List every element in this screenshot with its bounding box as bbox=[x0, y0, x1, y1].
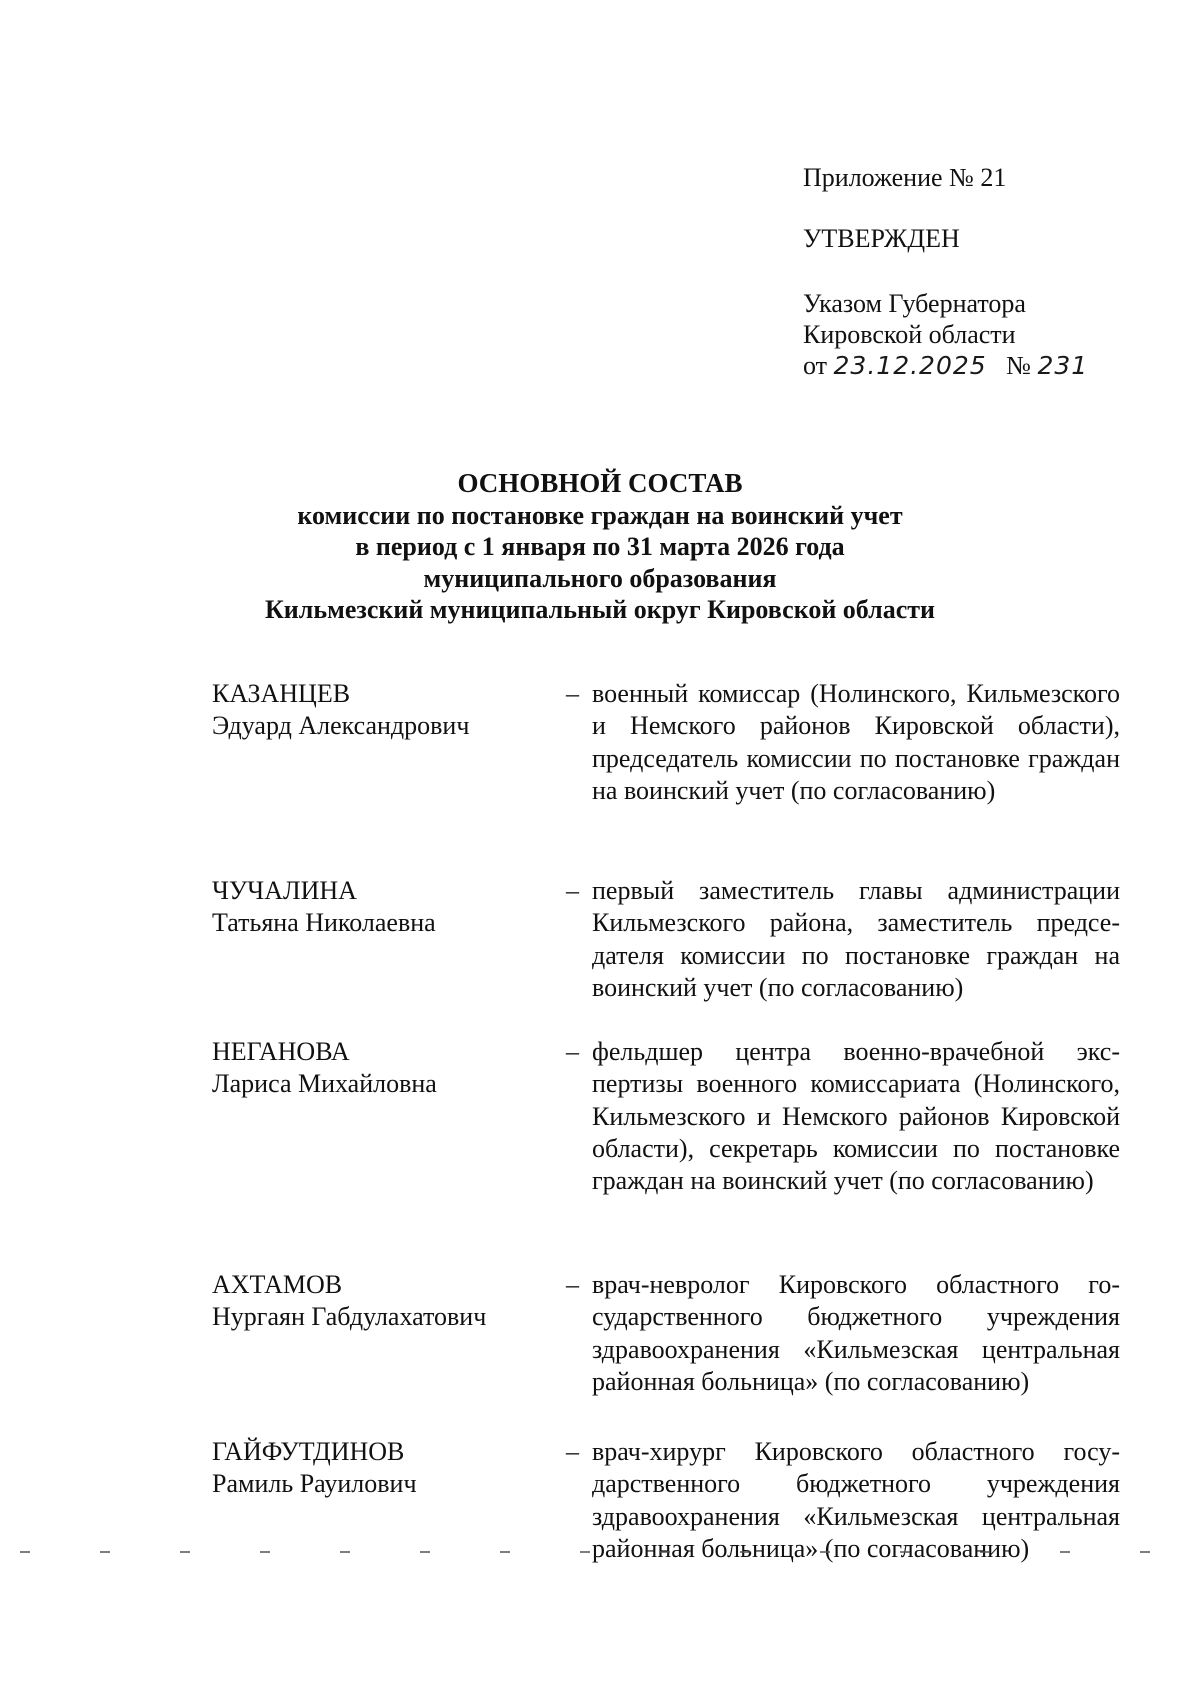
appendix-number: Приложение № 21 bbox=[803, 163, 1007, 192]
title-line-2: комиссии по постановке граждан на воинский учет bbox=[297, 500, 903, 530]
title-line-3: в период с 1 января по 31 марта 2026 года bbox=[355, 532, 845, 561]
dash-separator: – bbox=[566, 876, 579, 905]
dash-separator: – bbox=[566, 1437, 579, 1466]
approved-label: УТВЕРЖДЕН bbox=[803, 224, 960, 253]
number-prefix: № bbox=[1006, 351, 1031, 380]
decree-date-line bbox=[803, 350, 1143, 381]
handwritten-number: 231 bbox=[1037, 351, 1089, 380]
decree-line-2: Кировской области bbox=[803, 320, 1016, 349]
scan-artifact-dashes bbox=[20, 1548, 1190, 1556]
member-surname: КАЗАНЦЕВ bbox=[212, 679, 351, 708]
title-line-4: муниципального образования bbox=[423, 563, 777, 593]
member-description: врач-хирург Кировского областного государственного бюджетного учреждения здравоохранения «Кильмезская центральная районная больница» (по согласованию) bbox=[592, 1437, 1120, 1563]
member-description: фельдшер центра военно-врачебной экспертизы военного комиссариата (Нолинского, Кильмезского и Немского районов Кировской области), секретарь комиссии по постановке граждан на воинский учет (по согласованию) bbox=[592, 1037, 1120, 1196]
member-given-name: Нургаян Габдулахатович bbox=[212, 1302, 487, 1331]
member-given-name: Эдуард Александрович bbox=[212, 711, 470, 740]
member-given-name: Татьяна Николаевна bbox=[212, 908, 436, 937]
member-given-name: Лариса Михайловна bbox=[212, 1069, 437, 1098]
decree-line-1: Указом Губернатора bbox=[803, 289, 1026, 318]
member-given-name: Рамиль Рауилович bbox=[212, 1469, 417, 1498]
dash-separator: – bbox=[566, 1270, 579, 1299]
member-surname: ЧУЧАЛИНА bbox=[212, 876, 357, 905]
member-surname: ГАЙФУТДИНОВ bbox=[212, 1437, 405, 1466]
handwritten-date: 23.12.2025 bbox=[833, 351, 987, 380]
document-title bbox=[200, 468, 1000, 626]
member-surname: АХТАМОВ bbox=[212, 1270, 343, 1299]
member-description: военный комиссар (Нолинского, Кильмезского и Немского районов Кировской области), председатель комиссии по постановке граждан на воинский учет (по согласованию) bbox=[592, 679, 1120, 805]
approval-stamp bbox=[803, 162, 1143, 381]
dash-separator: – bbox=[566, 1037, 579, 1066]
dash-separator: – bbox=[566, 679, 579, 708]
member-description: первый заместитель главы администрации Кильмезского района, заместитель председателя комиссии по постановке граждан на воинский учет (по согласованию) bbox=[592, 876, 1120, 1002]
title-line-1: ОСНОВНОЙ СОСТАВ bbox=[457, 468, 743, 498]
date-prefix: от bbox=[803, 351, 828, 380]
title-line-5: Кильмезский муниципальный округ Кировской области bbox=[264, 595, 936, 624]
member-description: врач-невролог Кировского областного государственного бюджетного учреждения здравоохранения «Кильмезская центральная районная больница» (по согласованию) bbox=[592, 1270, 1120, 1396]
member-surname: НЕГАНОВА bbox=[212, 1037, 350, 1066]
